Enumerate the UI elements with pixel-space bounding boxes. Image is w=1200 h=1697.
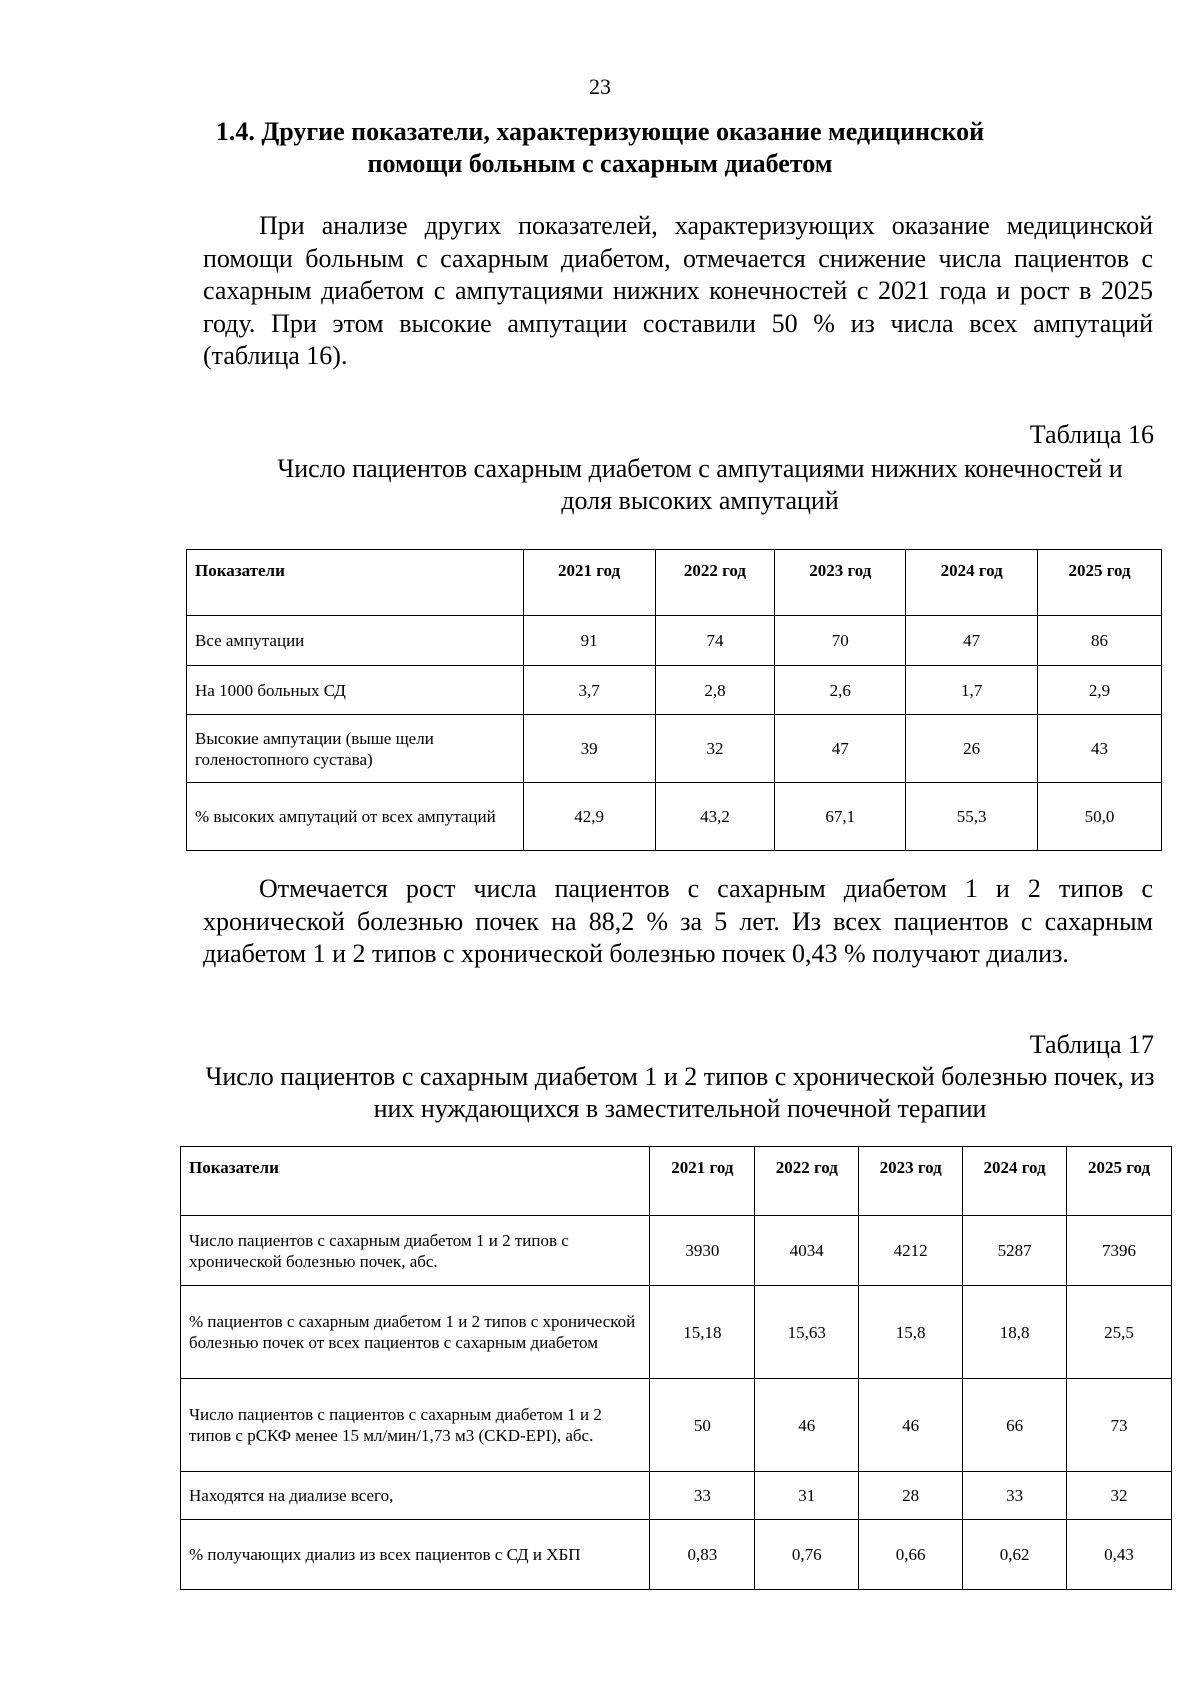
table-16-header-cell: 2023 год: [775, 550, 906, 616]
table-cell: 4034: [755, 1216, 859, 1286]
table-cell: 25,5: [1067, 1286, 1172, 1379]
table-cell: 39: [523, 715, 655, 783]
table-cell: 15,18: [650, 1286, 755, 1379]
table-cell: 5287: [963, 1216, 1067, 1286]
table-cell: 67,1: [775, 783, 906, 851]
table-cell: Все ампутации: [187, 616, 524, 666]
table-17-title: Число пациентов с сахарным диабетом 1 и 2 типов с хронической болезнью почек, из них нуждающихся в заместительной почечной терапии: [205, 1062, 1155, 1123]
table-16-header-cell: 2024 год: [906, 550, 1038, 616]
table-16-label: Таблица 16: [1029, 420, 1154, 449]
table-cell: 46: [755, 1379, 859, 1472]
table-row: [187, 616, 1162, 666]
table-cell: 42,9: [523, 783, 655, 851]
table-16-header-cell: 2022 год: [655, 550, 775, 616]
table-16-header-cell: 2025 год: [1038, 550, 1162, 616]
table-row: [181, 1216, 1172, 1286]
table-cell: 3930: [650, 1216, 755, 1286]
table-cell: 2,8: [655, 666, 775, 715]
table-cell: 26: [906, 715, 1038, 783]
table-cell: 86: [1038, 616, 1162, 666]
table-row: [181, 1520, 1172, 1590]
page-number: 23: [589, 74, 611, 99]
table-16-header-cell: 2021 год: [523, 550, 655, 616]
table-17-header-cell: 2021 год: [650, 1147, 755, 1216]
table-cell: 3,7: [523, 666, 655, 715]
table-cell: 43: [1038, 715, 1162, 783]
table-cell: Находятся на диализе всего,: [181, 1472, 650, 1520]
table-cell: 0,43: [1067, 1520, 1172, 1590]
table-cell: 0,62: [963, 1520, 1067, 1590]
table-cell: % пациентов с сахарным диабетом 1 и 2 типов с хронической болезнью почек от всех пациентов с сахарным диабетом: [181, 1286, 650, 1379]
table-17-header-cell: 2023 год: [859, 1147, 963, 1216]
table-row: [187, 783, 1162, 851]
table-cell: 4212: [859, 1216, 963, 1286]
table-cell: 32: [655, 715, 775, 783]
table-cell: 50,0: [1038, 783, 1162, 851]
table-row: [187, 666, 1162, 715]
table-cell: 32: [1067, 1472, 1172, 1520]
table-cell: 15,63: [755, 1286, 859, 1379]
table-row: [181, 1286, 1172, 1379]
table-cell: Число пациентов с сахарным диабетом 1 и 2 типов с хронической болезнью почек, абс.: [181, 1216, 650, 1286]
table-cell: 47: [906, 616, 1038, 666]
table-cell: 50: [650, 1379, 755, 1472]
table-17-header-cell: 2024 год: [963, 1147, 1067, 1216]
table-cell: 7396: [1067, 1216, 1172, 1286]
paragraph-2: Отмечается рост числа пациентов с сахарным диабетом 1 и 2 типов с хронической болезнью почек на 88,2 % за 5 лет. Из всех пациентов с сахарным диабетом 1 и 2 типов с хронической болезнью почек 0,43 % получают диализ.: [203, 874, 1153, 968]
table-cell: 70: [775, 616, 906, 666]
table-cell: 0,66: [859, 1520, 963, 1590]
table-cell: 46: [859, 1379, 963, 1472]
table-cell: 74: [655, 616, 775, 666]
table-cell: 18,8: [963, 1286, 1067, 1379]
table-cell: 47: [775, 715, 906, 783]
table-row: [181, 1379, 1172, 1472]
table-17-header-cell: 2025 год: [1067, 1147, 1172, 1216]
table-16-header-cell: Показатели: [187, 550, 524, 616]
table-cell: 66: [963, 1379, 1067, 1472]
table-cell: Число пациентов с пациентов с сахарным диабетом 1 и 2 типов с рСКФ менее 15 мл/мин/1,73 м3 (CKD-EPI), абс.: [181, 1379, 650, 1472]
table-cell: 33: [650, 1472, 755, 1520]
table-cell: 73: [1067, 1379, 1172, 1472]
table-17: [180, 1146, 1172, 1590]
table-cell: Высокие ампутации (выше щели голеностопного сустава): [187, 715, 524, 783]
table-16-title: Число пациентов сахарным диабетом с ампутациями нижних конечностей и доля высоких ампутаций: [277, 454, 1123, 515]
table-17-header-cell: Показатели: [181, 1147, 650, 1216]
table-16-header-row: [187, 550, 1162, 616]
table-cell: 1,7: [906, 666, 1038, 715]
table-cell: % получающих диализ из всех пациентов с СД и ХБП: [181, 1520, 650, 1590]
section-heading: 1.4. Другие показатели, характеризующие оказание медицинской помощи больным с сахарным диабетом: [215, 117, 985, 178]
table-16: [186, 549, 1162, 851]
table-row: [187, 715, 1162, 783]
table-cell: 28: [859, 1472, 963, 1520]
table-row: [181, 1472, 1172, 1520]
table-cell: % высоких ампутаций от всех ампутаций: [187, 783, 524, 851]
table-cell: 0,83: [650, 1520, 755, 1590]
table-cell: 55,3: [906, 783, 1038, 851]
table-cell: 91: [523, 616, 655, 666]
table-cell: На 1000 больных СД: [187, 666, 524, 715]
table-cell: 33: [963, 1472, 1067, 1520]
table-cell: 0,76: [755, 1520, 859, 1590]
table-cell: 2,9: [1038, 666, 1162, 715]
table-cell: 15,8: [859, 1286, 963, 1379]
table-cell: 31: [755, 1472, 859, 1520]
table-cell: 2,6: [775, 666, 906, 715]
table-17-header-row: [181, 1147, 1172, 1216]
paragraph-1: При анализе других показателей, характеризующих оказание медицинской помощи больным с сахарным диабетом, отмечается снижение числа пациентов с сахарным диабетом с ампутациями нижних конечностей с 2021 года и рост в 2025 году. При этом высокие ампутации составили 50 % из числа всех ампутаций (таблица 16).: [203, 211, 1153, 370]
table-cell: 43,2: [655, 783, 775, 851]
table-17-header-cell: 2022 год: [755, 1147, 859, 1216]
table-17-label: Таблица 17: [1029, 1030, 1154, 1059]
